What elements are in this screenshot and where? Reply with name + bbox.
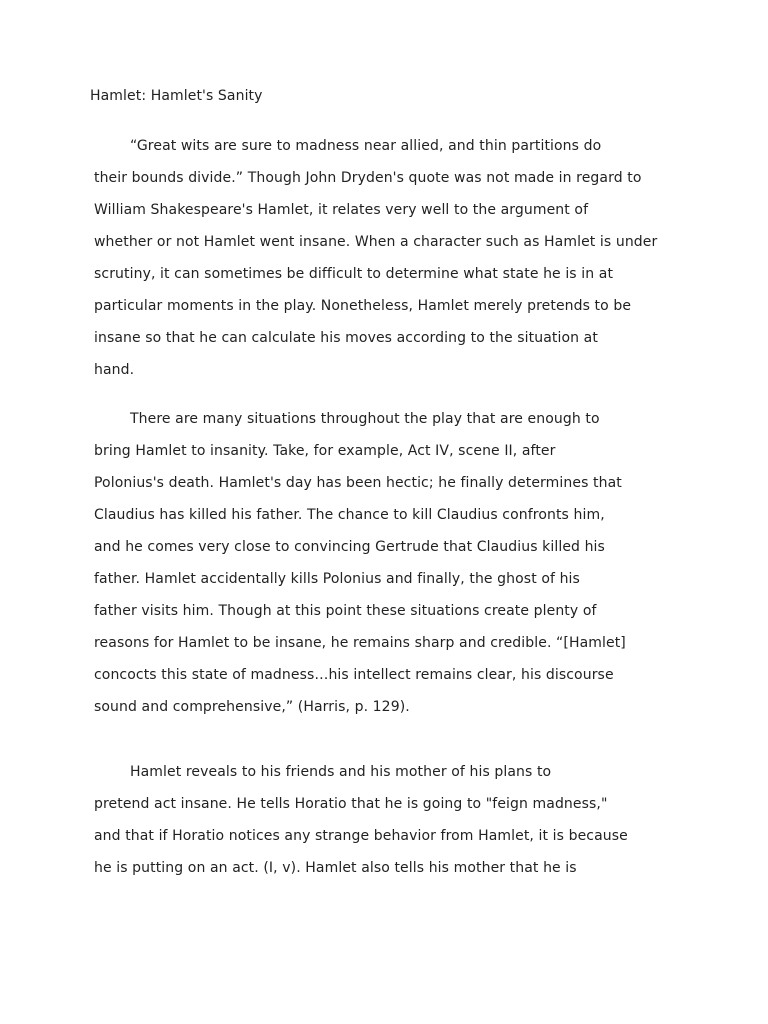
paragraph-line: father visits him. Though at this point these situations create plenty of [94, 603, 597, 619]
paragraph-line: “Great wits are sure to madness near allied, and thin partitions do [130, 138, 602, 154]
paragraph-line: concocts this state of madness…his intellect remains clear, his discourse [94, 667, 614, 683]
paragraph-line: particular moments in the play. Nonetheless, Hamlet merely pretends to be [94, 298, 632, 314]
paragraph-line: whether or not Hamlet went insane. When a character such as Hamlet is under [94, 234, 658, 250]
paragraph-line: Claudius has killed his father. The chance to kill Claudius confronts him, [94, 507, 605, 523]
paragraph-1 [94, 136, 658, 392]
paragraph-line: sound and comprehensive,” (Harris, p. 129). [94, 699, 410, 715]
paragraph-line: Hamlet reveals to his friends and his mother of his plans to [130, 764, 552, 780]
paragraph-line: pretend act insane. He tells Horatio that he is going to "feign madness," [94, 796, 608, 812]
paragraph-line: bring Hamlet to insanity. Take, for example, Act IV, scene II, after [94, 443, 556, 459]
paragraph-line: and that if Horatio notices any strange behavior from Hamlet, it is because [94, 828, 628, 844]
paragraph-line: insane so that he can calculate his moves according to the situation at [94, 330, 598, 346]
paragraph-line: scrutiny, it can sometimes be difficult to determine what state he is in at [94, 266, 614, 282]
paragraph-2 [94, 409, 654, 729]
paragraph-line: their bounds divide.” Though John Dryden's quote was not made in regard to [94, 170, 642, 186]
paragraph-line: hand. [94, 362, 135, 378]
paragraph-line: and he comes very close to convincing Gertrude that Claudius killed his [94, 539, 605, 555]
paragraph-line: William Shakespeare's Hamlet, it relates very well to the argument of [94, 202, 589, 218]
paragraph-line: Polonius's death. Hamlet's day has been hectic; he finally determines that [94, 475, 622, 491]
paragraph-3 [94, 762, 654, 890]
paragraph-line: father. Hamlet accidentally kills Polonius and finally, the ghost of his [94, 571, 580, 587]
paragraph-line: There are many situations throughout the play that are enough to [130, 411, 600, 427]
paragraph-line: reasons for Hamlet to be insane, he remains sharp and credible. “[Hamlet] [94, 635, 626, 651]
paragraph-line: he is putting on an act. (I, v). Hamlet also tells his mother that he is [94, 860, 577, 876]
document-title: Hamlet: Hamlet's Sanity [90, 88, 263, 104]
